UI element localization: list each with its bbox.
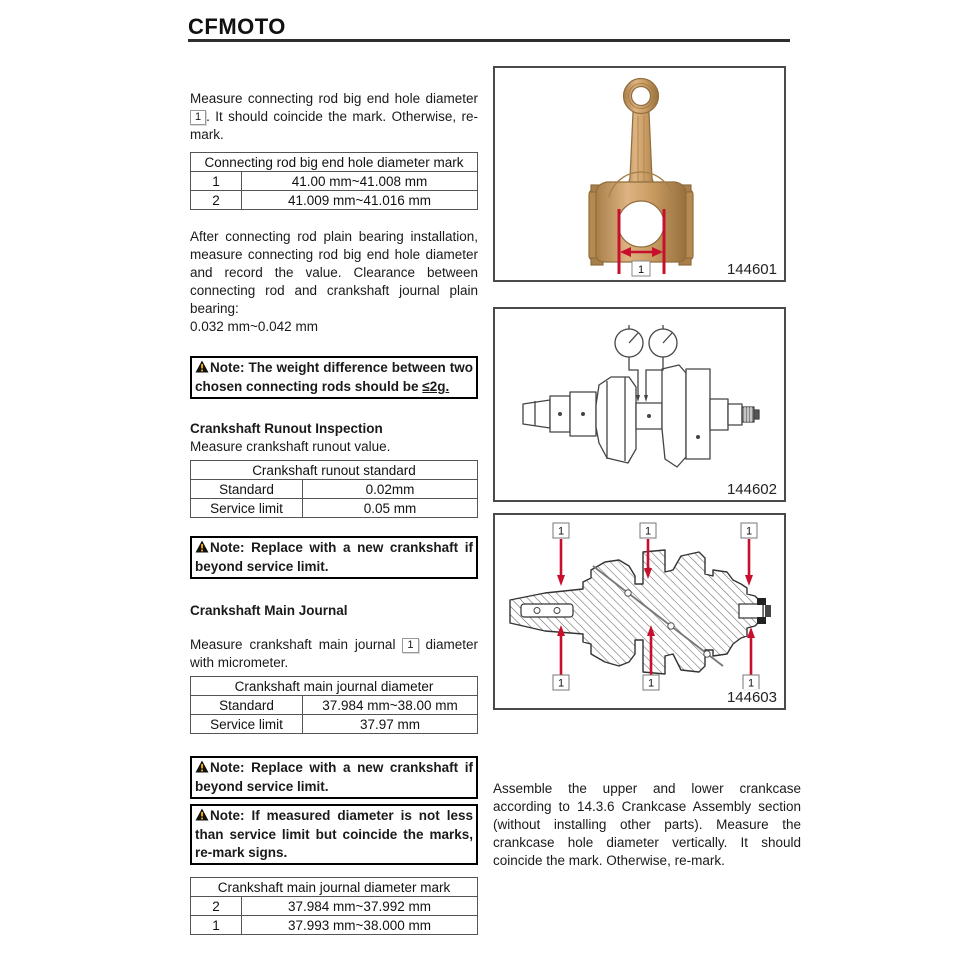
note-text: If measured diameter is not less than service limit but coincide the marks, re-mark signs. [195, 808, 473, 860]
table-title: Crankshaft runout standard [191, 461, 478, 480]
table-cell: 37.97 mm [303, 715, 478, 734]
callout-label: 1 [557, 677, 565, 690]
callout-marker: 1 [402, 638, 418, 653]
note-emphasis: ≤2g. [422, 379, 450, 394]
left-column [190, 90, 478, 935]
note-label: Note: [210, 760, 245, 775]
warning-icon [195, 360, 209, 378]
callout-label: 1 [745, 525, 753, 538]
note-remark-signs [190, 804, 478, 865]
warning-icon [195, 540, 209, 558]
table-cell: 37.993 mm~38.000 mm [242, 916, 478, 935]
note-text: The weight difference between two chosen connecting rods should be [195, 360, 473, 394]
figure-number: 144601 [723, 261, 777, 278]
table-cell: 41.00 mm~41.008 mm [242, 172, 478, 191]
note-label: Note: [210, 808, 245, 823]
table-cell: 0.05 mm [303, 499, 478, 518]
table-cell: 2 [191, 191, 242, 210]
table-row [191, 715, 478, 734]
table-row [191, 916, 478, 935]
paragraph-bearing [190, 228, 478, 336]
warning-icon [195, 760, 209, 778]
callout-label: 1 [557, 525, 565, 538]
table-cell: Standard [191, 480, 303, 499]
table-row [191, 897, 478, 916]
callout-label: 1 [747, 677, 755, 690]
right-column [493, 66, 803, 870]
table-cell: Service limit [191, 715, 303, 734]
page-title: CFMOTO [188, 14, 286, 39]
table-title: Crankshaft main journal diameter [191, 677, 478, 696]
table-title: Crankshaft main journal diameter mark [191, 878, 478, 897]
table-rod-mark [190, 152, 478, 210]
paragraph-journal [190, 636, 478, 672]
table-title: Connecting rod big end hole diameter mark [191, 153, 478, 172]
figure-number: 144603 [723, 689, 777, 706]
callout-marker: 1 [190, 110, 206, 125]
table-cell: 37.984 mm~37.992 mm [242, 897, 478, 916]
callout-label: 1 [637, 264, 645, 276]
connecting-rod-illustration [495, 68, 784, 280]
paragraph-crankcase: Assemble the upper and lower crankcase according to 14.3.6 Crankcase Assembly section (without installing other parts). Measure the crankcase hole diameter vertically. It should coincide the mark. Otherwise, re-mark. [493, 781, 801, 868]
warning-icon [195, 808, 209, 826]
paragraph-runout: Measure crankshaft runout value. [190, 439, 391, 454]
paragraph-text: Measure connecting rod big end hole diameter [190, 91, 478, 106]
crankshaft-section-illustration [495, 515, 784, 708]
crankshaft-silhouette [510, 550, 771, 674]
note-label: Note: [210, 540, 245, 555]
paragraph-text: . It should coincide the mark. Otherwise, re-mark. [190, 109, 478, 142]
note-label: Note: [210, 360, 245, 375]
table-row [191, 499, 478, 518]
figure-connecting-rod [493, 66, 786, 282]
callout-label: 1 [647, 677, 655, 690]
header-divider [188, 39, 790, 42]
heading-runout-inspection: Crankshaft Runout Inspection [190, 421, 383, 436]
note-weight-difference [190, 356, 478, 399]
table-cell: 1 [191, 172, 242, 191]
table-cell: 1 [191, 916, 242, 935]
paragraph-text: diameter with micrometer. [190, 637, 479, 670]
table-cell: 41.009 mm~41.016 mm [242, 191, 478, 210]
figure-crankshaft-runout [493, 307, 786, 502]
table-row [191, 172, 478, 191]
table-cell: 0.02mm [303, 480, 478, 499]
paragraph-text: Measure crankshaft main journal [190, 637, 403, 652]
crankshaft-runout-illustration [495, 309, 784, 500]
table-row [191, 480, 478, 499]
figure-crankshaft-journal [493, 513, 786, 710]
table-cell: Service limit [191, 499, 303, 518]
heading-main-journal: Crankshaft Main Journal [190, 603, 348, 618]
paragraph-text: After connecting rod plain bearing installation, measure connecting rod big end hole diameter and record the value. Clearance between connecting rod and crankshaft journal plain bearing: [190, 229, 478, 316]
table-row [191, 696, 478, 715]
clearance-value: 0.032 mm~0.042 mm [190, 319, 318, 334]
note-text: Replace with a new crankshaft if beyond service limit. [195, 760, 473, 794]
note-replace-crankshaft-2 [190, 756, 478, 799]
table-row [191, 191, 478, 210]
rod-body [589, 79, 693, 266]
table-runout-standard [190, 460, 478, 518]
table-journal-diameter [190, 676, 478, 734]
callout-label: 1 [644, 525, 652, 538]
callout-box [632, 261, 650, 276]
note-replace-crankshaft-1 [190, 536, 478, 579]
table-cell: Standard [191, 696, 303, 715]
table-cell: 37.984 mm~38.00 mm [303, 696, 478, 715]
paragraph-measure-rod [190, 90, 478, 144]
table-journal-mark [190, 877, 478, 935]
figure-number: 144602 [723, 481, 777, 498]
table-cell: 2 [191, 897, 242, 916]
note-text: Replace with a new crankshaft if beyond service limit. [195, 540, 473, 574]
